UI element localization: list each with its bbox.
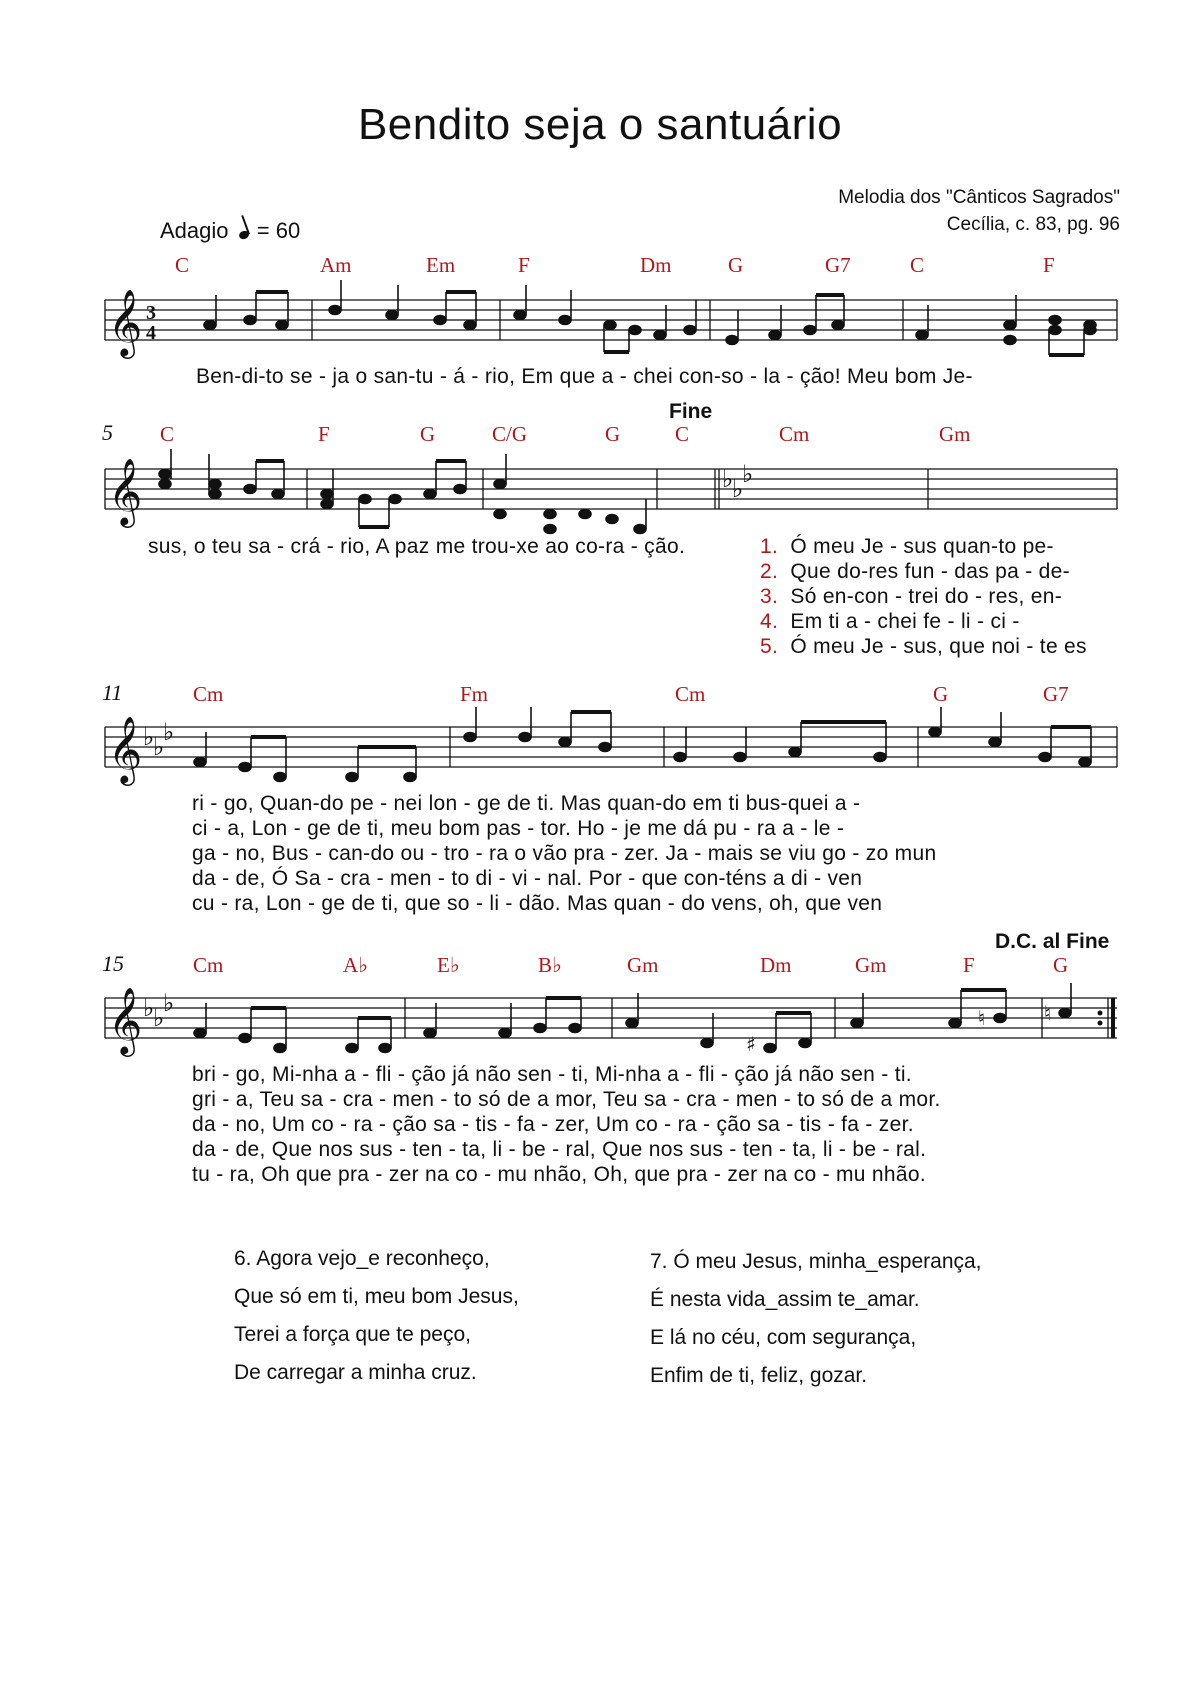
chord: Cm	[675, 682, 706, 706]
lyric-line: sus, o teu sa - crá - rio, A paz me trou-xe ao co-ra - ção.	[148, 535, 686, 558]
measure-number: 15	[102, 951, 124, 976]
chord: B♭	[538, 953, 562, 977]
chord: Gm	[855, 953, 887, 977]
chord: Am	[320, 253, 352, 277]
chord: G	[1053, 953, 1069, 977]
verse-7-line: 7. Ó meu Jesus, minha_esperança,	[650, 1250, 982, 1273]
measure-number: 11	[102, 680, 123, 705]
verse-6-line: Que só em ti, meu bom Jesus,	[234, 1285, 519, 1308]
verse-6	[234, 1240, 519, 1392]
chord: C	[675, 422, 690, 446]
chord: Gm	[627, 953, 659, 977]
chord: G7	[1043, 682, 1069, 706]
measure-number: 5	[102, 420, 113, 445]
lyric-line: tu - ra, Oh que pra - zer na co - mu nhão, Oh, que pra - zer na co - mu nhão.	[192, 1163, 926, 1186]
fine-mark: Fine	[669, 400, 713, 423]
chord: G	[933, 682, 949, 706]
chord: Cm	[193, 953, 224, 977]
chord: F	[1043, 253, 1055, 277]
lyric-line: ga - no, Bus - can-do ou - tro - ra o vão pra - zer. Ja - mais se viu go - zo mun	[192, 842, 937, 865]
chord: Em	[426, 253, 456, 277]
svg-text:♭: ♭	[732, 475, 744, 503]
svg-text:𝄞: 𝄞	[108, 986, 143, 1054]
verse-start-4: 4. Em ti a - chei fe - li - ci -	[760, 610, 1020, 633]
lyric-line: ri - go, Quan-do pe - nei lon - ge de ti. Mas quan-do em ti bus-quei a -	[192, 792, 861, 815]
chord: G	[420, 422, 436, 446]
svg-text:𝄞: 𝄞	[108, 715, 143, 783]
chord: G7	[825, 253, 851, 277]
staff-4	[0, 978, 1200, 1068]
verse-6-line: De carregar a minha cruz.	[234, 1361, 477, 1384]
svg-text:♭: ♭	[163, 718, 175, 746]
chord: C	[175, 253, 190, 277]
tempo-marking	[160, 218, 300, 244]
svg-text:♭: ♭	[722, 465, 734, 493]
lyric-line: cu - ra, Lon - ge de ti, que so - li - dão. Mas quan - do vens, oh, que ven	[192, 892, 883, 915]
verse-7-line: É nesta vida_assim te_amar.	[650, 1288, 920, 1311]
source-line-1: Melodia dos "Cânticos Sagrados"	[838, 187, 1120, 208]
chord: G	[605, 422, 621, 446]
page-title: Bendito seja o santuário	[357, 100, 843, 149]
quarter-note-icon	[238, 230, 250, 241]
svg-text:♭: ♭	[143, 723, 155, 751]
verse-6-line: 6. Agora vejo_e reconheço,	[234, 1247, 490, 1270]
svg-text:♭: ♭	[153, 733, 165, 761]
verse-7-line: Enfim de ti, feliz, gozar.	[650, 1364, 868, 1387]
source-line-2: Cecília, c. 83, pg. 96	[946, 214, 1120, 235]
staff-2	[0, 449, 1200, 539]
svg-text:♮: ♮	[978, 1006, 986, 1030]
svg-text:𝄞: 𝄞	[108, 457, 143, 525]
dc-al-fine-mark: D.C. al Fine	[995, 930, 1110, 953]
verse-7	[650, 1243, 982, 1395]
tempo-value: = 60	[256, 218, 301, 243]
chord: G	[728, 253, 744, 277]
chord: C	[160, 422, 175, 446]
lyric-line: da - de, Ó Sa - cra - men - to di - vi - nal. Por - que con-téns a di - ven	[192, 867, 863, 890]
svg-text:♯: ♯	[746, 1032, 756, 1056]
verse-6-line: Terei a força que te peço,	[234, 1323, 471, 1346]
chord: F	[518, 253, 530, 277]
chord: C/G	[492, 422, 528, 446]
tempo-word: Adagio	[160, 218, 229, 243]
chord: A♭	[343, 953, 369, 977]
verse-7-line: E lá no céu, com segurança,	[650, 1326, 917, 1349]
lyric-line: da - no, Um co - ra - ção sa - tis - fa - zer, Um co - ra - ção sa - tis - fa - zer.	[192, 1113, 914, 1136]
chord: Fm	[460, 682, 489, 706]
verse-start-2: 2. Que do-res fun - das pa - de-	[760, 560, 1070, 583]
chord: C	[910, 253, 925, 277]
svg-text:♭: ♭	[742, 460, 754, 488]
chord: F	[318, 422, 330, 446]
lyric-line: gri - a, Teu sa - cra - men - to só de a mor, Teu sa - cra - men - to só de a mor.	[192, 1088, 941, 1111]
lyric-line: bri - go, Mi-nha a - fli - ção já não sen - ti, Mi-nha a - fli - ção já não sen - ti.	[192, 1063, 912, 1086]
svg-text:♭: ♭	[143, 994, 155, 1022]
svg-text:♭: ♭	[153, 1004, 165, 1032]
lyric-line: ci - a, Lon - ge de ti, meu bom pas - tor. Ho - je me dá pu - ra a - le -	[192, 817, 845, 840]
lyric-line: da - de, Que nos sus - ten - ta, li - be - ral, Que nos sus - ten - ta, li - be - ral.	[192, 1138, 927, 1161]
lyric-line: Ben-di-to se - ja o san-tu - á - rio, Em que a - chei con-so - la - ção! Meu bom Je-	[196, 365, 973, 388]
svg-text:♮: ♮	[1044, 1001, 1052, 1025]
verse-start-1: 1. Ó meu Je - sus quan-to pe-	[760, 535, 1054, 558]
svg-text:𝄞: 𝄞	[108, 288, 143, 356]
staff-3	[0, 707, 1200, 787]
chord: E♭	[437, 953, 460, 977]
chord: Dm	[760, 953, 792, 977]
svg-text:3: 3	[146, 302, 156, 324]
chord: Cm	[779, 422, 810, 446]
chord: F	[963, 953, 975, 977]
verse-start-3: 3. Só en-con - trei do - res, en-	[760, 585, 1063, 608]
svg-text:4: 4	[146, 322, 156, 344]
staff-1	[0, 280, 1200, 360]
svg-text:♭: ♭	[163, 989, 175, 1017]
chord: Cm	[193, 682, 224, 706]
verse-start-5: 5. Ó meu Je - sus, que noi - te es	[760, 635, 1087, 658]
chord: Gm	[939, 422, 971, 446]
chord: Dm	[640, 253, 672, 277]
